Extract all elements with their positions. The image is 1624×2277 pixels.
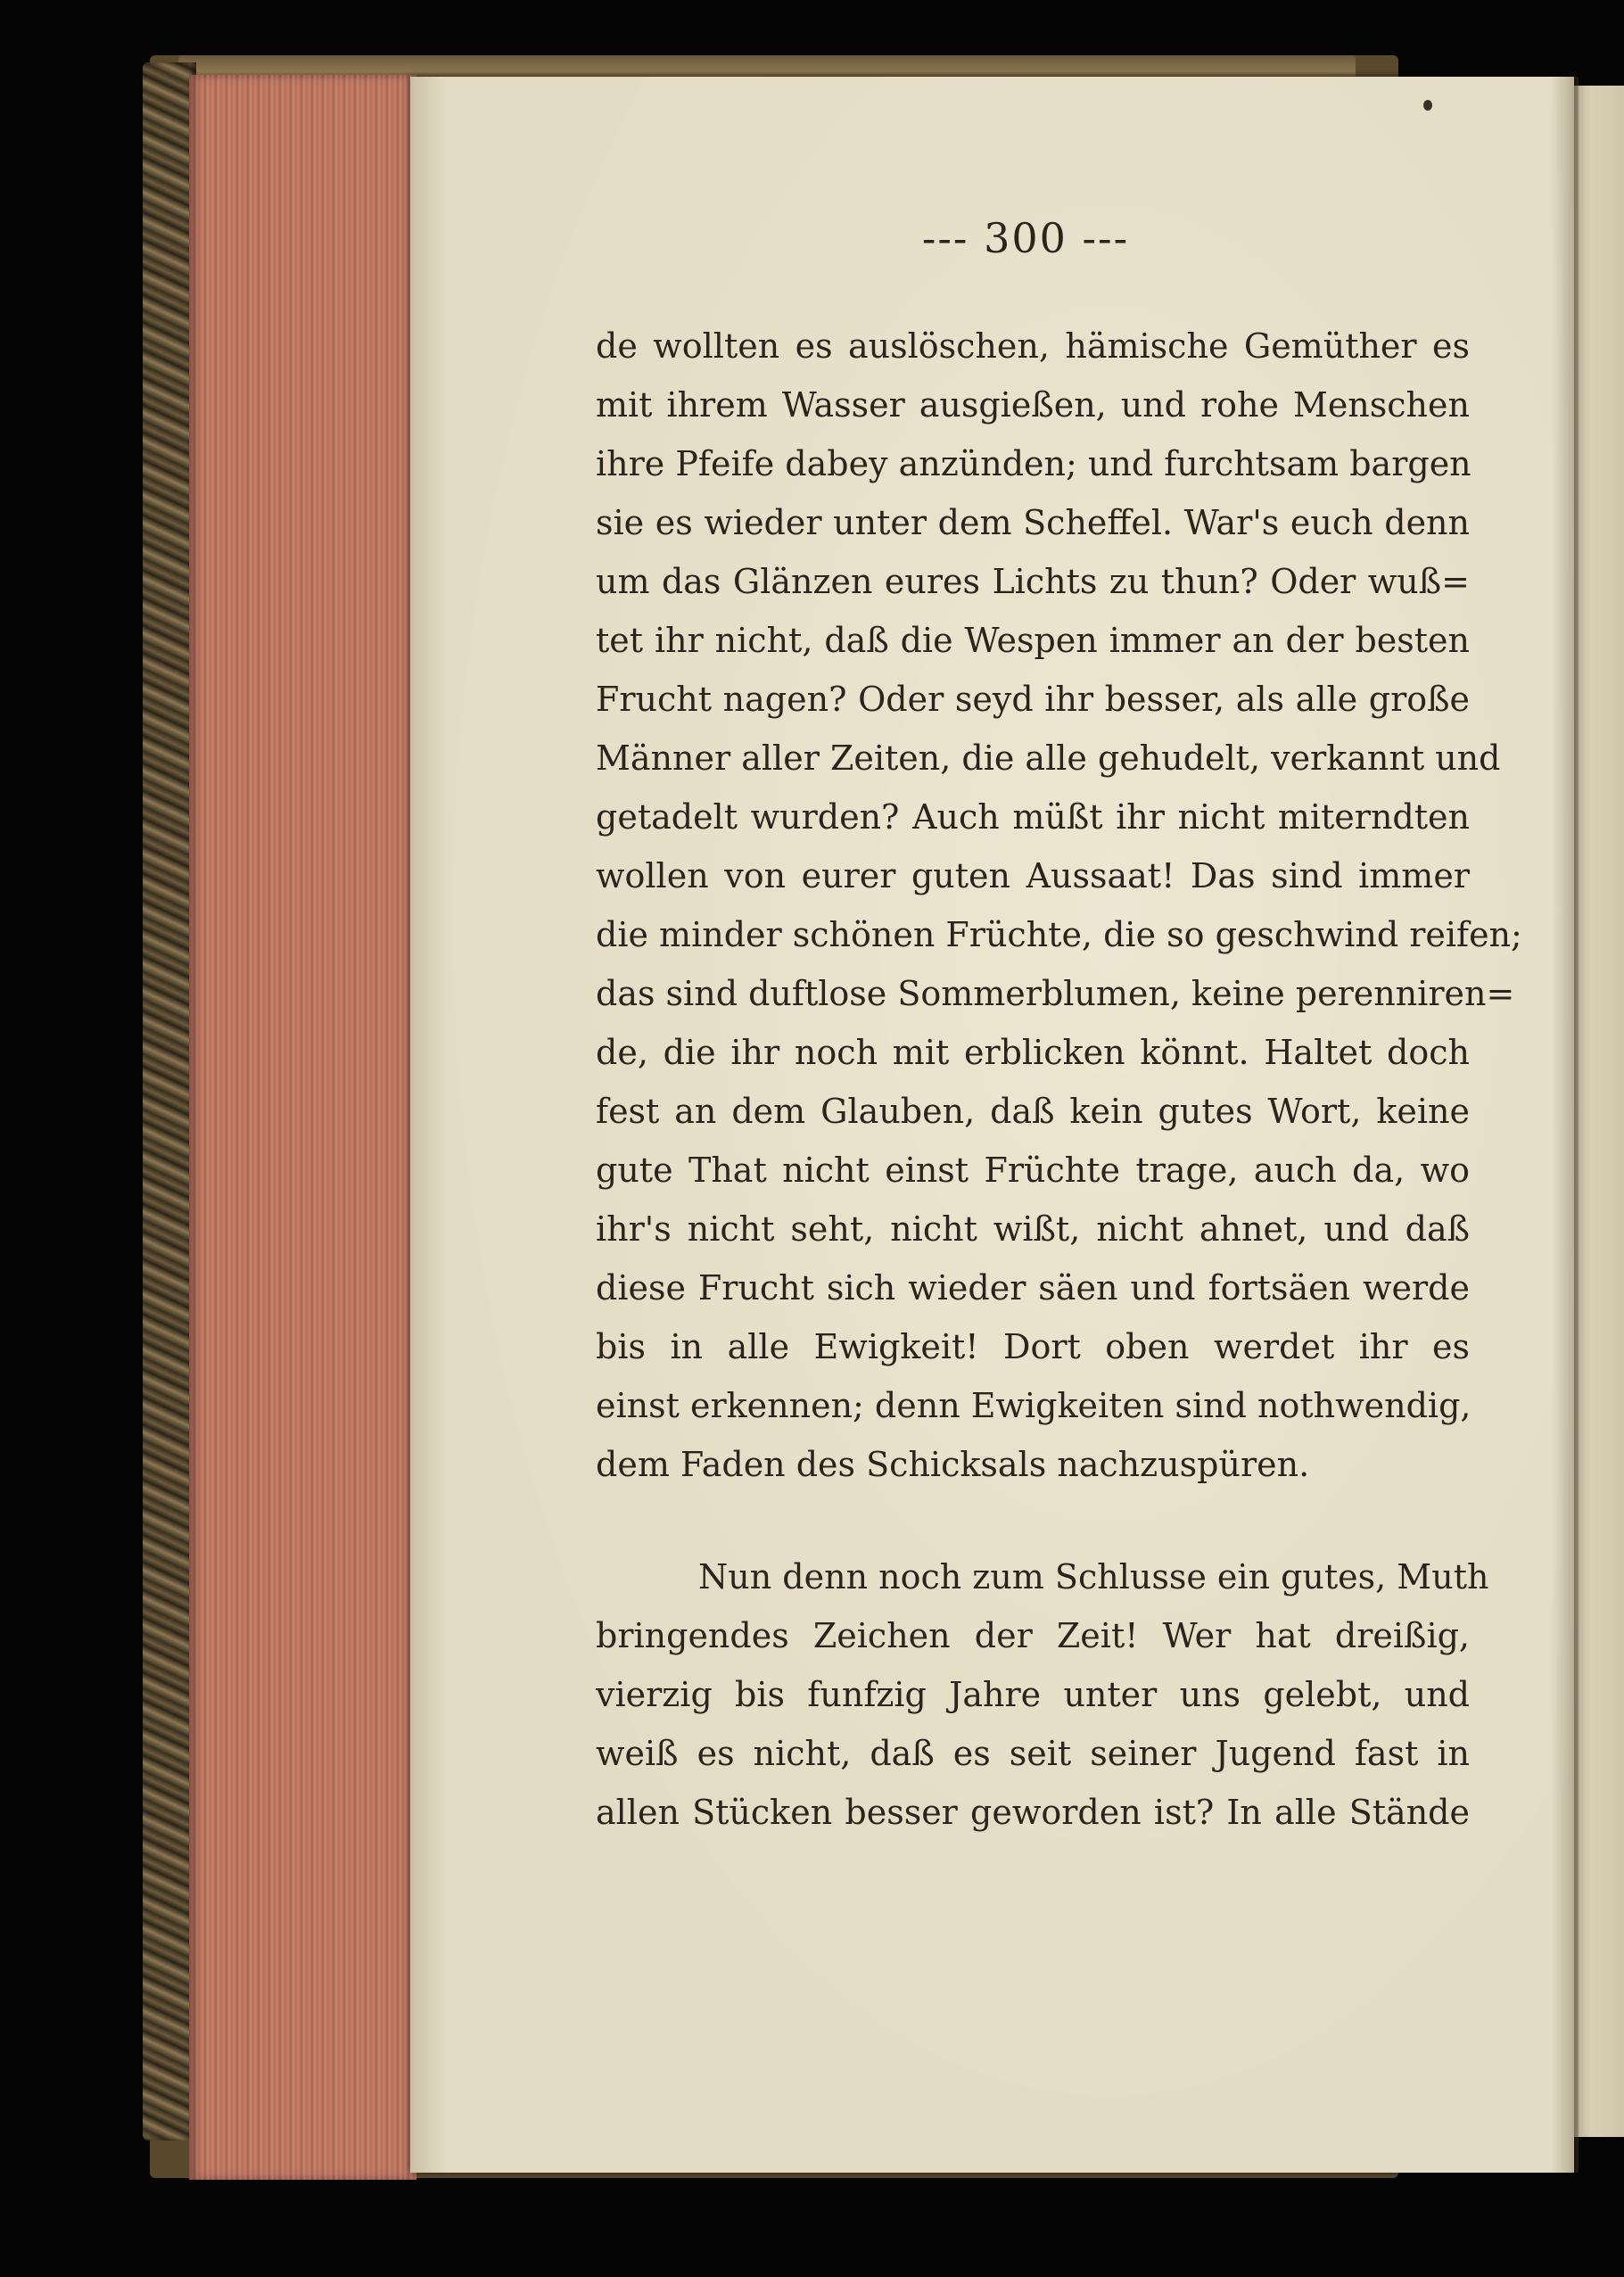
gutter-shadow	[1552, 77, 1579, 2173]
text-line: weiß es nicht, daß es seit seiner Jugend fast in	[596, 1734, 1470, 1773]
text-line: ihre Pfeife dabey anzünden; und furchtsam bargen	[596, 444, 1471, 483]
text-line: Nun denn noch zum Schlusse ein gutes, Muth	[698, 1557, 1489, 1596]
text-line: de, die ihr noch mit erblicken könnt. Haltet doch	[596, 1033, 1470, 1072]
text-line: dem Faden des Schicksals nachzuspüren.	[596, 1445, 1310, 1484]
text-line: ihr's nicht seht, nicht wißt, nicht ahnet, und daß	[596, 1209, 1470, 1249]
text-line: bringendes Zeichen der Zeit! Wer hat dreißig,	[596, 1616, 1470, 1655]
text-line: sie es wieder unter dem Scheffel. War's euch denn	[596, 503, 1470, 542]
text-line: diese Frucht sich wieder säen und fortsäen werde	[596, 1268, 1470, 1308]
ink-speck	[1423, 100, 1432, 111]
marbled-cover-edge	[143, 62, 196, 2141]
text-line: um das Glänzen eures Lichts zu thun? Oder wuß=	[596, 562, 1470, 601]
text-line: gute That nicht einst Früchte trage, auch da, wo	[596, 1151, 1470, 1190]
text-line: wollen von eurer guten Aussaat! Das sind immer	[596, 856, 1470, 895]
body-text	[596, 317, 1522, 1842]
text-line: mit ihrem Wasser ausgießen, und rohe Menschen	[596, 385, 1470, 425]
text-line: einst erkennen; denn Ewigkeiten sind nothwendig,	[596, 1386, 1471, 1425]
paragraph	[596, 317, 1522, 1494]
page-block-edges	[189, 75, 416, 2180]
text-line: de wollten es auslöschen, hämische Gemüther es	[596, 326, 1470, 366]
text-line: das sind duftlose Sommerblumen, keine perenniren=	[596, 974, 1515, 1013]
text-line: allen Stücken besser geworden ist? In alle Stände	[596, 1793, 1470, 1832]
text-line: Männer aller Zeiten, die alle gehudelt, verkannt und	[596, 738, 1501, 778]
paragraph-gap	[596, 1494, 1470, 1547]
text-line: fest an dem Glauben, daß kein gutes Wort, keine	[596, 1092, 1470, 1131]
text-line: die minder schönen Früchte, die so geschwind reifen;	[596, 915, 1522, 954]
paragraph	[596, 1547, 1489, 1842]
facing-page-edge	[1574, 86, 1624, 2137]
text-line: Frucht nagen? Oder seyd ihr besser, als alle große	[596, 680, 1470, 719]
page-number: --- 300 ---	[921, 214, 1130, 262]
text-line: vierzig bis funfzig Jahre unter uns gelebt, und	[596, 1675, 1470, 1714]
text-line: tet ihr nicht, daß die Wespen immer an der besten	[596, 621, 1470, 660]
text-line: bis in alle Ewigkeit! Dort oben werdet ihr es	[596, 1327, 1470, 1366]
text-line: getadelt wurden? Auch müßt ihr nicht miterndten	[596, 797, 1470, 837]
